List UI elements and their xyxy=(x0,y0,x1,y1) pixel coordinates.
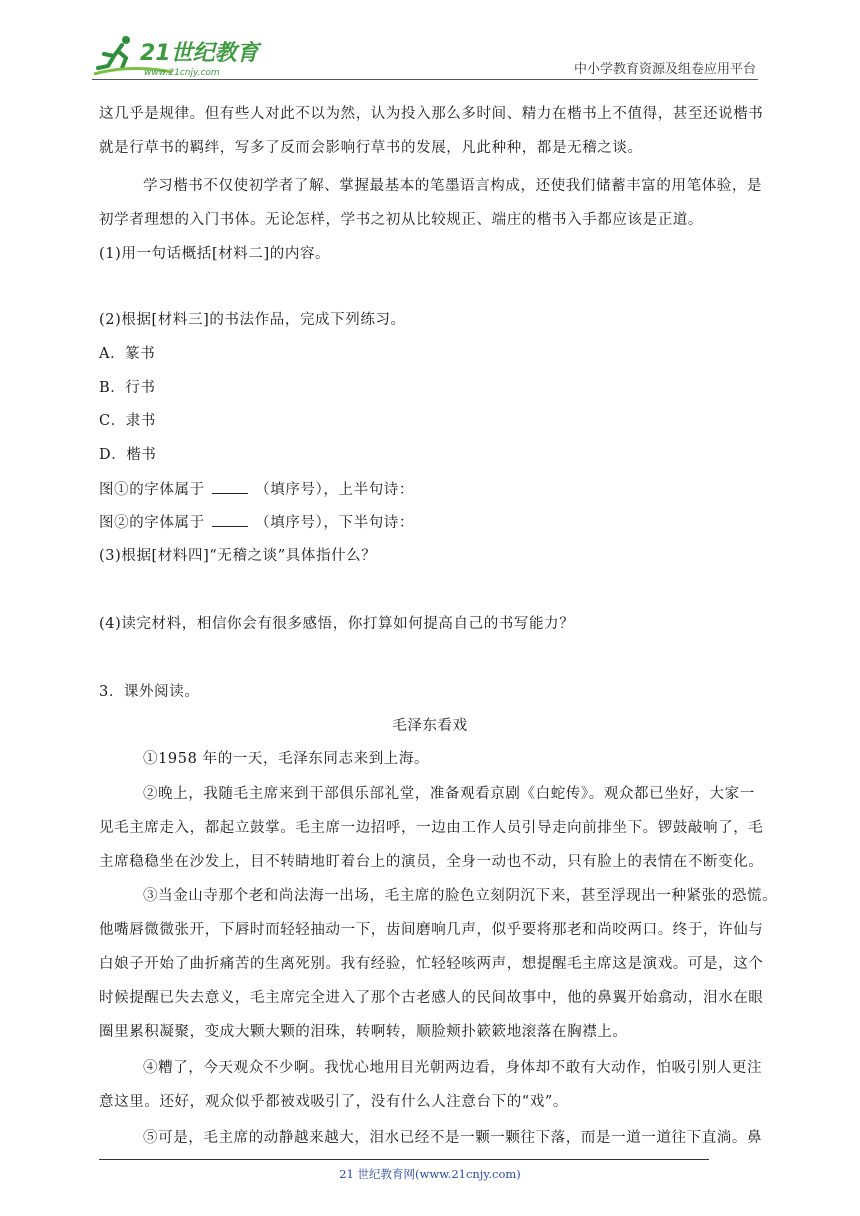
option-d: D．楷书 xyxy=(99,447,157,463)
footer-divider xyxy=(99,1159,709,1160)
fill-prefix: 图②的字体属于 xyxy=(99,515,205,531)
answer-blank[interactable] xyxy=(212,513,248,527)
fill-prefix: 图①的字体属于 xyxy=(99,482,205,498)
option-b: B．行书 xyxy=(99,380,156,396)
text-line: 学习楷书不仅使初学者了解、掌握最基本的笔墨语言构成，还使我们储蓄丰富的用笔体验，是 xyxy=(143,178,763,194)
option-a: A．篆书 xyxy=(99,346,156,362)
text-line: 就是行草书的羁绊，写多了反而会影响行草书的发展，凡此种种，都是无稽之谈。 xyxy=(99,140,643,156)
paragraph-line: 他嘴唇微微张开，下唇时而轻轻抽动一下，齿间磨响几声，似乎要将那老和尚咬两口。终于，许仙与 xyxy=(99,922,764,938)
option-c: C．隶书 xyxy=(99,413,156,429)
site-logo xyxy=(92,34,262,78)
platform-name: 中小学教育资源及组卷应用平台 xyxy=(573,62,756,77)
question-1: (1)用一句话概括[材料二]的内容。 xyxy=(99,246,331,262)
fill-suffix: （填序号），上半句诗： xyxy=(255,482,414,498)
paragraph-line: 意这里。还好，观众似乎都被戏吸引了，没有什么人注意台下的“戏”。 xyxy=(99,1094,569,1110)
paragraph-line: 见毛主席走入，都起立鼓掌。毛主席一边招呼，一边由工作人员引导走向前排坐下。锣鼓敲响了，毛 xyxy=(99,820,764,836)
fill-line-1 xyxy=(99,478,414,499)
fill-suffix: （填序号），下半句诗： xyxy=(255,515,414,531)
fill-line-2 xyxy=(99,511,414,532)
paragraph-line: 主席稳稳坐在沙发上，目不转睛地盯着台上的演员，全身一动也不动，只有脸上的表情在不断变化。 xyxy=(99,854,764,870)
page-header xyxy=(92,30,758,80)
answer-blank[interactable] xyxy=(212,480,248,494)
header-divider xyxy=(92,79,758,80)
svg-text:www.21cnjy.com: www.21cnjy.com xyxy=(144,68,220,78)
paragraph-line: ⑤可是，毛主席的动静越来越大，泪水已经不是一颗一颗往下落，而是一道一道往下直淌。鼻 xyxy=(143,1130,763,1146)
question-2: (2)根据[材料三]的书法作品，完成下列练习。 xyxy=(99,312,406,328)
paragraph-line: ①1958 年的一天，毛泽东同志来到上海。 xyxy=(143,751,430,767)
question-4: (4)读完材料，相信你会有很多感悟，你打算如何提高自己的书写能力？ xyxy=(99,616,575,632)
paragraph-line: 时候提醒已失去意义，毛主席完全进入了那个古老感人的民间故事中，他的鼻翼开始翕动，泪水在眼 xyxy=(99,990,764,1006)
paragraph-line: ②晚上，我随毛主席来到干部俱乐部礼堂，准备观看京剧《白蛇传》。观众都已坐好，大家一 xyxy=(143,786,755,802)
svg-text:21世纪教育: 21世纪教育 xyxy=(140,41,259,66)
footer-link[interactable]: 21 世纪教育网(www.21cnjy.com) xyxy=(339,1167,521,1181)
paragraph-line: ④糟了，今天观众不少啊。我忧心地用目光朝两边看，身体却不敢有大动作，怕吸引别人更注 xyxy=(143,1060,763,1076)
article-title: 毛泽东看戏 xyxy=(392,718,468,734)
paragraph-line: ③当金山寺那个老和尚法海一出场，毛主席的脸色立刻阴沉下来，甚至浮现出一种紧张的恐慌。 xyxy=(143,888,778,904)
text-line: 这几乎是规律。但有些人对此不以为然，认为投入那么多时间、精力在楷书上不值得，甚至还说楷书 xyxy=(99,106,764,122)
text-line: 初学者理想的入门书体。无论怎样，学书之初从比较规正、端庄的楷书入手都应该是正道。 xyxy=(99,212,703,228)
paragraph-line: 圈里累积凝聚，变成大颗大颗的泪珠，转啊转，顺脸颊扑簌簌地滚落在胸襟上。 xyxy=(99,1024,628,1040)
paragraph-line: 白娘子开始了曲折痛苦的生离死别。我有经验，忙轻轻咳两声，想提醒毛主席这是演戏。可是，这个 xyxy=(99,956,764,972)
section-heading: 3．课外阅读。 xyxy=(99,684,200,700)
question-3: (3)根据[材料四]“无稽之谈”具体指什么？ xyxy=(99,548,377,564)
